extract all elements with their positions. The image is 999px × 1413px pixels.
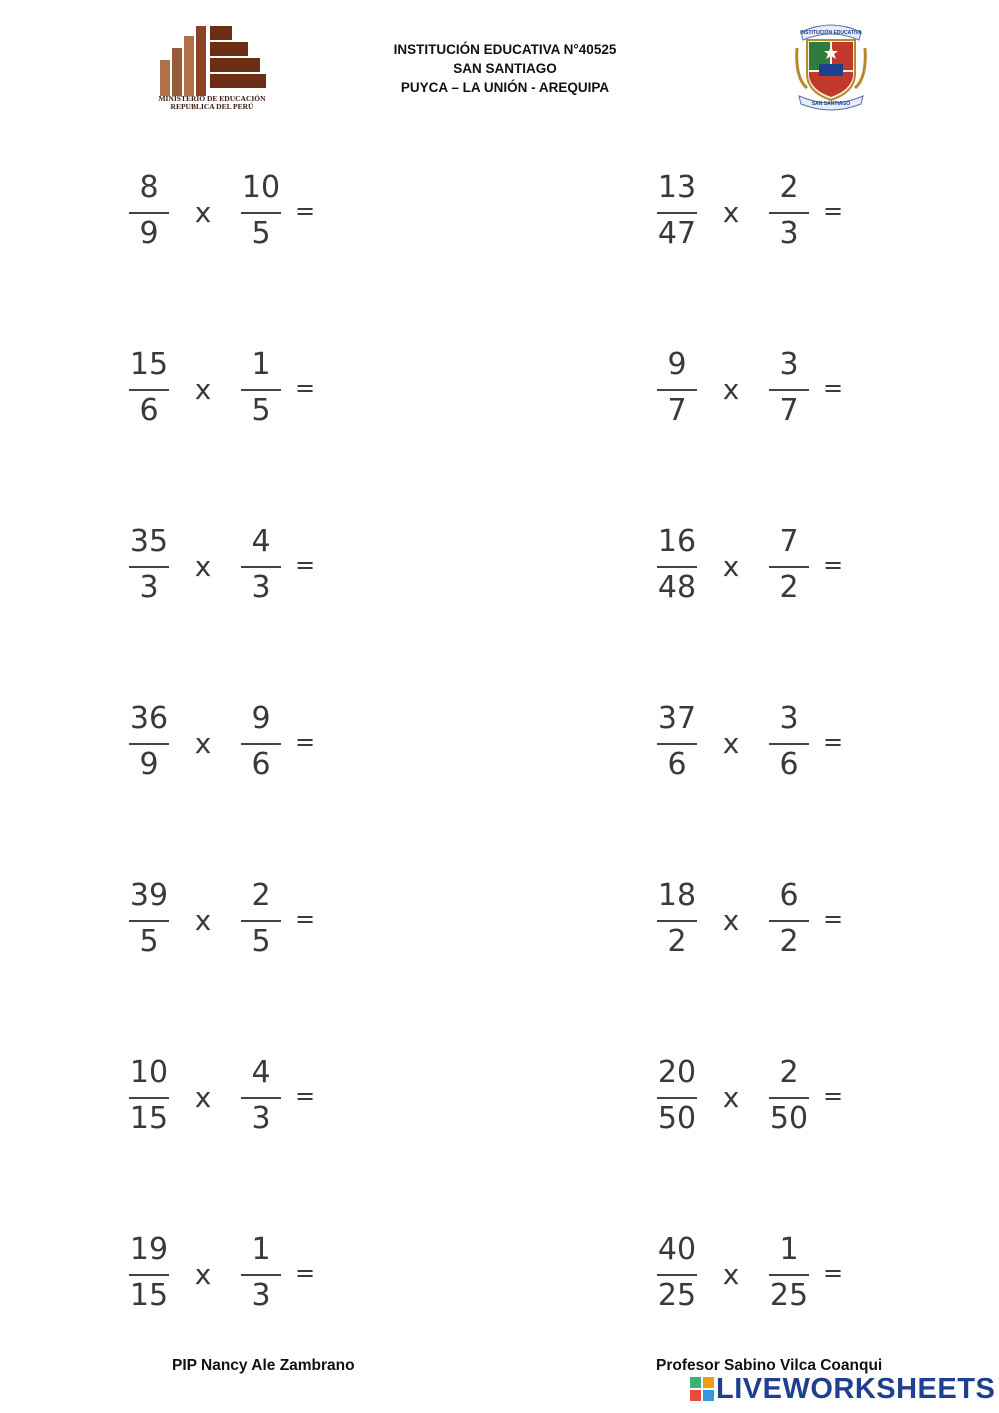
fraction-bar [657,1274,697,1276]
first-fraction [128,522,170,612]
first-fraction [128,1230,170,1320]
second-fraction [768,522,810,612]
exercise-left-5 [128,876,368,966]
fraction-bar [129,743,169,745]
exercise-right-7 [656,1230,896,1320]
fraction-bar [769,1097,809,1099]
second-numerator: 4 [251,1055,271,1090]
second-fraction [240,699,282,789]
multiply-sign: x [722,727,740,760]
exercise-left-2 [128,345,368,435]
multiply-sign: x [722,373,740,406]
equals-sign: = [822,551,844,579]
multiply-sign: x [194,1081,212,1114]
second-denominator: 3 [251,1278,271,1313]
first-fraction [656,345,698,435]
fraction-bar [129,212,169,214]
exercise-right-1 [656,168,896,258]
equals-sign: = [294,1082,316,1110]
liveworksheets-wordmark: LIVEWORKSHEETS [716,1373,996,1405]
first-numerator: 16 [657,524,697,559]
fraction-bar [241,212,281,214]
first-numerator: 36 [129,701,169,736]
second-fraction [768,1053,810,1143]
second-fraction [240,1053,282,1143]
second-denominator: 3 [251,570,271,605]
second-denominator: 3 [251,1101,271,1136]
first-denominator: 25 [657,1278,697,1313]
fraction-bar [129,566,169,568]
second-denominator: 50 [769,1101,809,1136]
equals-sign: = [294,197,316,225]
fraction-bar [657,743,697,745]
first-denominator: 5 [139,924,159,959]
first-numerator: 10 [129,1055,169,1090]
first-numerator: 18 [657,878,697,913]
fraction-bar [241,743,281,745]
second-denominator: 5 [251,393,271,428]
equals-sign: = [822,197,844,225]
fraction-bar [657,1097,697,1099]
fraction-bar [129,920,169,922]
fraction-bar [241,920,281,922]
first-denominator: 6 [139,393,159,428]
fraction-bar [241,389,281,391]
exercise-right-6 [656,1053,896,1143]
second-denominator: 2 [779,924,799,959]
fraction-bar [657,566,697,568]
first-denominator: 9 [139,747,159,782]
first-fraction [656,699,698,789]
first-numerator: 40 [657,1232,697,1267]
multiply-sign: x [722,904,740,937]
second-denominator: 5 [251,924,271,959]
first-fraction [656,522,698,612]
first-denominator: 9 [139,216,159,251]
multiply-sign: x [194,1258,212,1291]
exercise-right-3 [656,522,896,612]
second-fraction [768,1230,810,1320]
fraction-bar [769,212,809,214]
equals-sign: = [822,1082,844,1110]
second-numerator: 9 [251,701,271,736]
second-denominator: 6 [251,747,271,782]
equals-sign: = [294,1259,316,1287]
liveworksheets-brand[interactable] [690,1373,996,1406]
multiply-sign: x [722,1081,740,1114]
multiply-sign: x [194,727,212,760]
first-fraction [656,876,698,966]
first-numerator: 13 [657,170,697,205]
second-fraction [240,168,282,258]
first-numerator: 35 [129,524,169,559]
multiply-sign: x [194,373,212,406]
ministry-logo-line-2: REPUBLICA DEL PERÚ [170,102,254,110]
first-numerator: 8 [139,170,159,205]
second-numerator: 1 [779,1232,799,1267]
crest-bottom-text: SAN SANTIAGO [811,101,851,107]
second-numerator: 4 [251,524,271,559]
second-denominator: 3 [779,216,799,251]
second-numerator: 2 [251,878,271,913]
equals-sign: = [294,728,316,756]
first-numerator: 15 [129,347,169,382]
second-denominator: 6 [779,747,799,782]
first-numerator: 19 [129,1232,169,1267]
second-fraction [768,345,810,435]
second-fraction [768,168,810,258]
first-fraction [128,876,170,966]
second-numerator: 10 [241,170,281,205]
fraction-bar [769,566,809,568]
exercise-left-3 [128,522,368,612]
footer-author-left: PIP Nancy Ale Zambrano [172,1357,355,1374]
ministry-logo-line-1: MINISTERIO DE EDUCACIÓN [158,94,266,103]
fraction-bar [241,566,281,568]
first-fraction [656,168,698,258]
second-numerator: 1 [251,347,271,382]
exercise-right-5 [656,876,896,966]
second-fraction [240,345,282,435]
first-denominator: 47 [657,216,697,251]
first-numerator: 20 [657,1055,697,1090]
second-numerator: 3 [779,701,799,736]
equals-sign: = [294,905,316,933]
first-fraction [128,1053,170,1143]
first-numerator: 39 [129,878,169,913]
first-fraction [128,699,170,789]
second-denominator: 7 [779,393,799,428]
crest-top-text: INSTITUCIÓN EDUCATIVA [800,30,862,36]
exercise-right-2 [656,345,896,435]
school-name: INSTITUCIÓN EDUCATIVA N°40525 [393,42,617,57]
fraction-bar [129,389,169,391]
equals-sign: = [294,551,316,579]
fraction-bar [769,1274,809,1276]
first-denominator: 6 [667,747,687,782]
first-fraction [128,345,170,435]
first-denominator: 15 [129,1101,169,1136]
worksheet-header [0,0,999,120]
school-subtitle: SAN SANTIAGO [453,61,557,76]
multiply-sign: x [194,196,212,229]
first-denominator: 2 [667,924,687,959]
second-numerator: 1 [251,1232,271,1267]
first-fraction [656,1053,698,1143]
second-denominator: 25 [769,1278,809,1313]
equals-sign: = [822,905,844,933]
first-denominator: 3 [139,570,159,605]
fraction-bar [657,920,697,922]
first-fraction [656,1230,698,1320]
fraction-bar [129,1097,169,1099]
liveworksheets-logo-icon [690,1377,714,1401]
second-numerator: 6 [779,878,799,913]
equals-sign: = [294,374,316,402]
fraction-bar [241,1274,281,1276]
fraction-bar [769,920,809,922]
fraction-bar [657,212,697,214]
school-crest-icon [793,18,869,112]
second-fraction [240,876,282,966]
equals-sign: = [822,1259,844,1287]
fraction-bar [129,1274,169,1276]
first-denominator: 7 [667,393,687,428]
first-denominator: 50 [657,1101,697,1136]
exercise-left-7 [128,1230,368,1320]
second-numerator: 3 [779,347,799,382]
first-numerator: 9 [667,347,687,382]
second-denominator: 5 [251,216,271,251]
second-numerator: 2 [779,170,799,205]
multiply-sign: x [194,904,212,937]
equals-sign: = [822,728,844,756]
fraction-bar [657,389,697,391]
first-denominator: 15 [129,1278,169,1313]
second-numerator: 7 [779,524,799,559]
school-location: PUYCA – LA UNIÓN - AREQUIPA [400,80,610,95]
ministry-of-education-logo [156,22,268,110]
first-numerator: 37 [657,701,697,736]
multiply-sign: x [722,196,740,229]
fraction-bar [241,1097,281,1099]
multiply-sign: x [722,550,740,583]
footer-author-right: Profesor Sabino Vilca Coanqui [656,1357,883,1374]
school-info [300,40,710,97]
exercise-left-1 [128,168,368,258]
second-fraction [240,522,282,612]
exercise-left-4 [128,699,368,789]
second-numerator: 2 [779,1055,799,1090]
fraction-bar [769,743,809,745]
second-denominator: 2 [779,570,799,605]
multiply-sign: x [194,550,212,583]
second-fraction [768,876,810,966]
exercise-right-4 [656,699,896,789]
second-fraction [768,699,810,789]
fraction-bar [769,389,809,391]
first-denominator: 48 [657,570,697,605]
exercise-left-6 [128,1053,368,1143]
multiply-sign: x [722,1258,740,1291]
second-fraction [240,1230,282,1320]
first-fraction [128,168,170,258]
equals-sign: = [822,374,844,402]
